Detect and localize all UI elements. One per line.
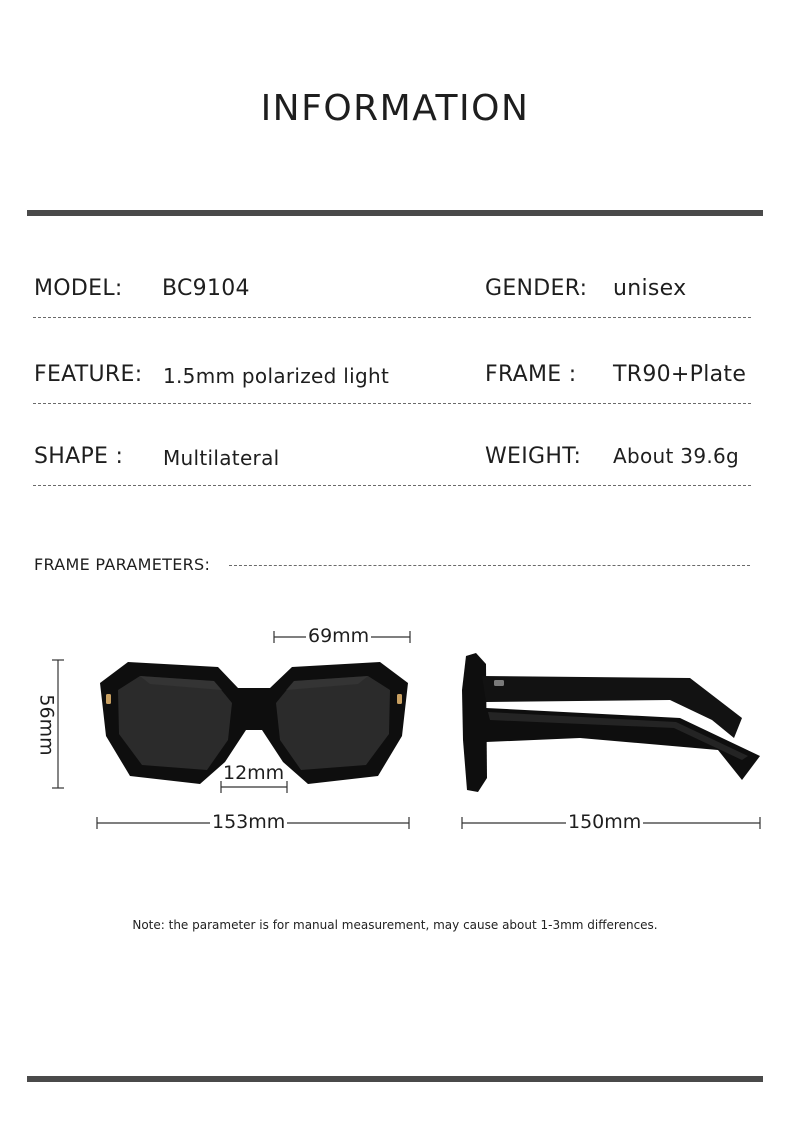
frame-width-label: 153mm bbox=[212, 811, 286, 833]
weight-label: WEIGHT: bbox=[485, 444, 582, 469]
bottom-rule bbox=[27, 1076, 763, 1082]
bridge-label: 12mm bbox=[223, 762, 285, 784]
model-value: BC9104 bbox=[162, 276, 250, 301]
frame-value: TR90+Plate bbox=[613, 362, 747, 387]
frame-label: FRAME : bbox=[485, 362, 577, 387]
side-view bbox=[462, 653, 760, 792]
page-title: INFORMATION bbox=[260, 88, 530, 129]
temple-length-label: 150mm bbox=[568, 811, 642, 833]
feature-value: 1.5mm polarized light bbox=[163, 364, 390, 388]
gender-value: unisex bbox=[613, 276, 687, 301]
shape-value: Multilateral bbox=[163, 446, 280, 470]
gender-label: GENDER: bbox=[485, 276, 588, 301]
lens-width-label: 69mm bbox=[308, 625, 370, 647]
measurement-note: Note: the parameter is for manual measurement, may cause about 1-3mm differences. bbox=[132, 918, 658, 932]
feature-label: FEATURE: bbox=[34, 362, 143, 387]
frame-parameters-label: FRAME PARAMETERS: bbox=[34, 555, 211, 574]
weight-value: About 39.6g bbox=[613, 444, 740, 468]
model-label: MODEL: bbox=[34, 276, 123, 301]
lens-height-label: 56mm bbox=[35, 694, 58, 756]
shape-label: SHAPE : bbox=[34, 444, 124, 469]
